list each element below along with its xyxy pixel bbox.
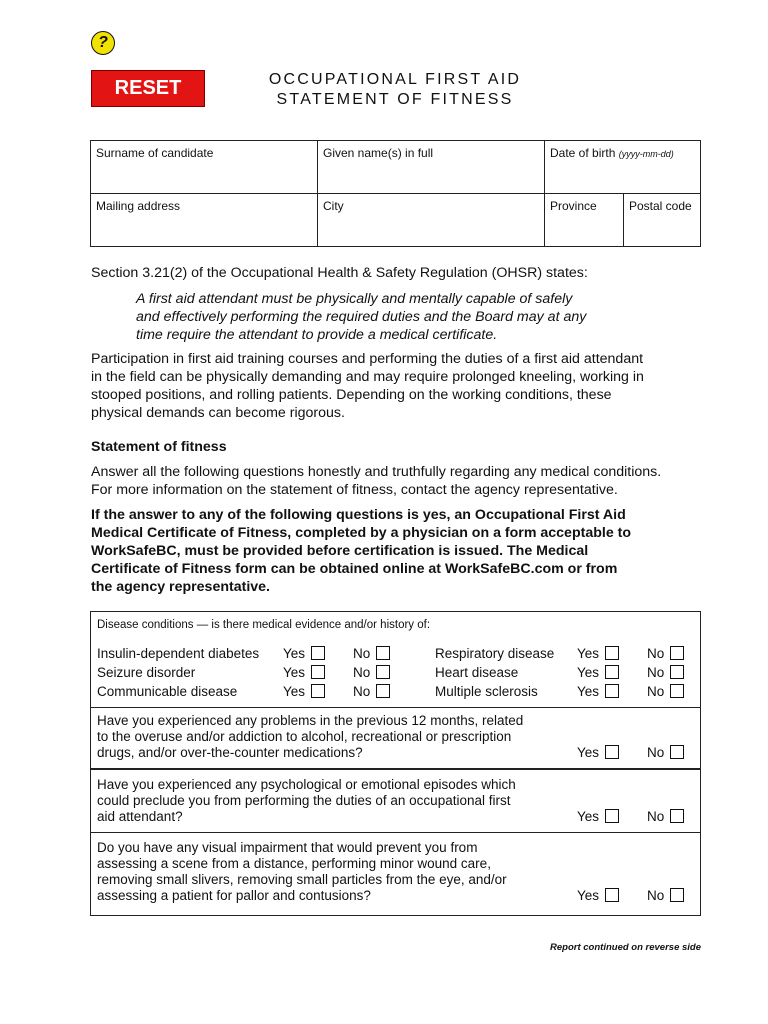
participation-line3: stooped positions, and rolling patients. Depending on the working conditions, these xyxy=(91,387,612,403)
quote-line1: A first aid attendant must be physically and mentally capable of safely xyxy=(136,291,573,307)
q1-line3: drugs, and/or over-the-counter medications? xyxy=(97,745,363,760)
q1-line1: Have you experienced any problems in the previous 12 months, related xyxy=(97,713,524,728)
quote-line3: time require the attendant to provide a medical certificate. xyxy=(136,327,498,343)
communicable-yes-checkbox[interactable] xyxy=(311,684,325,698)
answer-line2: For more information on the statement of fitness, contact the agency representative. xyxy=(91,482,618,498)
respiratory-yes: Yes xyxy=(577,646,619,661)
disease-label-respiratory: Respiratory disease xyxy=(435,646,555,661)
surname-field[interactable]: Surname of candidate xyxy=(91,141,318,194)
question-visual xyxy=(90,832,701,916)
disease-label-communicable: Communicable disease xyxy=(97,684,238,699)
diabetes-no-checkbox[interactable] xyxy=(376,646,390,660)
participation-line1: Participation in first aid training courses and performing the duties of a first aid attendant xyxy=(91,351,644,367)
province-field[interactable]: Province xyxy=(545,194,624,247)
q1-no: No xyxy=(647,745,684,760)
ms-no-checkbox[interactable] xyxy=(670,684,684,698)
disease-header: Disease conditions — is there medical evidence and/or history of: xyxy=(97,619,431,631)
q1-yes: Yes xyxy=(577,745,619,760)
q3-no-checkbox[interactable] xyxy=(670,888,684,902)
q2-yes-checkbox[interactable] xyxy=(605,809,619,823)
heart-yes: Yes xyxy=(577,665,619,680)
heart-no: No xyxy=(647,665,684,680)
q3-yes-checkbox[interactable] xyxy=(605,888,619,902)
disease-label-ms: Multiple sclerosis xyxy=(435,684,538,699)
q3-line1: Do you have any visual impairment that would prevent you from xyxy=(97,840,478,855)
q2-yes: Yes xyxy=(577,809,619,824)
mailing-address-field[interactable]: Mailing address xyxy=(91,194,318,247)
ms-yes: Yes xyxy=(577,684,619,699)
respiratory-no: No xyxy=(647,646,684,661)
heart-no-checkbox[interactable] xyxy=(670,665,684,679)
help-icon[interactable]: ? xyxy=(91,31,115,55)
diabetes-no: No xyxy=(353,646,390,661)
candidate-info-table xyxy=(90,140,701,247)
q2-no-checkbox[interactable] xyxy=(670,809,684,823)
respiratory-yes-checkbox[interactable] xyxy=(605,646,619,660)
disease-label-diabetes: Insulin-dependent diabetes xyxy=(97,646,260,661)
continued-note: Report continued on reverse side xyxy=(550,942,701,953)
form-title-line1: OCCUPATIONAL FIRST AID xyxy=(268,71,522,88)
form-title-line2: STATEMENT OF FITNESS xyxy=(276,91,514,108)
ms-yes-checkbox[interactable] xyxy=(605,684,619,698)
quote-line2: and effectively performing the required duties and the Board may at any xyxy=(136,309,587,325)
question-substance xyxy=(90,706,701,769)
q1-yes-checkbox[interactable] xyxy=(605,745,619,759)
q2-line2: could preclude you from performing the duties of an occupational first xyxy=(97,793,511,808)
q2-no: No xyxy=(647,809,684,824)
seizure-yes-checkbox[interactable] xyxy=(311,665,325,679)
disease-label-heart: Heart disease xyxy=(435,665,519,680)
q3-no: No xyxy=(647,888,684,903)
q1-line2: to the overuse and/or addiction to alcohol, recreational or prescription xyxy=(97,729,512,744)
q3-yes: Yes xyxy=(577,888,619,903)
participation-line2: in the field can be physically demanding and may require prolonged kneeling, working in xyxy=(91,369,644,385)
notice-line2: Medical Certificate of Fitness, completed by a physician on a form acceptable to xyxy=(91,525,632,541)
diabetes-yes: Yes xyxy=(283,646,325,661)
seizure-no: No xyxy=(353,665,390,680)
heart-yes-checkbox[interactable] xyxy=(605,665,619,679)
seizure-no-checkbox[interactable] xyxy=(376,665,390,679)
q3-line4: assessing a patient for pallor and contusions? xyxy=(97,888,371,903)
statement-heading: Statement of fitness xyxy=(91,439,227,455)
dob-field[interactable]: Date of birth (yyyy-mm-dd) xyxy=(545,141,701,194)
communicable-no-checkbox[interactable] xyxy=(376,684,390,698)
q3-line3: removing small slivers, removing small particles from the eye, and/or xyxy=(97,872,507,887)
notice-line4: Certificate of Fitness form can be obtained online at WorkSafeBC.com or from xyxy=(91,561,618,577)
disease-conditions-section xyxy=(90,611,701,708)
section-intro: Section 3.21(2) of the Occupational Health & Safety Regulation (OHSR) states: xyxy=(91,265,588,281)
q1-no-checkbox[interactable] xyxy=(670,745,684,759)
disease-label-seizure: Seizure disorder xyxy=(97,665,196,680)
q2-line3: aid attendant? xyxy=(97,809,183,824)
communicable-no: No xyxy=(353,684,390,699)
seizure-yes: Yes xyxy=(283,665,325,680)
reset-button[interactable]: RESET xyxy=(91,70,205,107)
respiratory-no-checkbox[interactable] xyxy=(670,646,684,660)
city-field[interactable]: City xyxy=(318,194,545,247)
ms-no: No xyxy=(647,684,684,699)
postal-code-field[interactable]: Postal code xyxy=(624,194,701,247)
dob-format-hint: (yyyy-mm-dd) xyxy=(618,149,674,159)
notice-line5: the agency representative. xyxy=(91,579,270,595)
q3-line2: assessing a scene from a distance, performing minor wound care, xyxy=(97,856,491,871)
notice-line1: If the answer to any of the following questions is yes, an Occupational First Aid xyxy=(91,507,626,523)
question-psychological xyxy=(90,769,701,833)
q2-line1: Have you experienced any psychological or emotional episodes which xyxy=(97,777,516,792)
participation-line4: physical demands can become rigorous. xyxy=(91,405,345,421)
communicable-yes: Yes xyxy=(283,684,325,699)
answer-line1: Answer all the following questions honestly and truthfully regarding any medical conditions. xyxy=(91,464,662,480)
given-names-field[interactable]: Given name(s) in full xyxy=(318,141,545,194)
notice-line3: WorkSafeBC, must be provided before certification is issued. The Medical xyxy=(91,543,589,559)
diabetes-yes-checkbox[interactable] xyxy=(311,646,325,660)
